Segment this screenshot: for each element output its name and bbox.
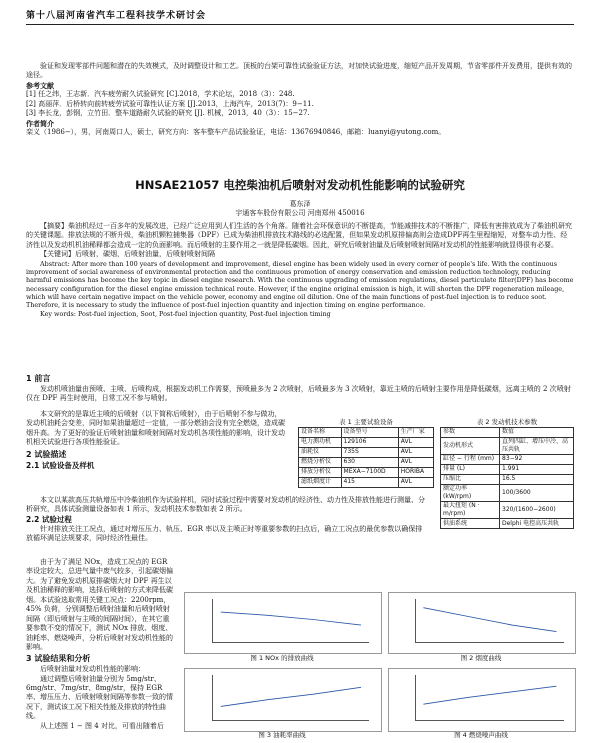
table-row	[299, 447, 434, 457]
table-cell: 燃烧分析仪	[299, 457, 342, 467]
table-cell: 发动机形式	[441, 437, 500, 454]
table-cell: 压缩比	[441, 474, 500, 484]
figure-3-line	[213, 675, 369, 720]
table-cell: 16.5	[500, 474, 574, 484]
section-2-title: 2 试验描述	[26, 449, 67, 459]
ref-3: [3] 李长龙，彭钢，立竹田．整车道路耐久试验的研究 [J]. 机械，2013，40（3）：15−27.	[26, 109, 310, 118]
section-2-2-para: 针对排放关注工况点，通过对增压压力、轨压、EGR 率以及主喷正时等重要参数的扫点后，确立工况点的最优参数以确保排放循环满足法规要求，同时经济性最佳。	[26, 525, 423, 543]
table-row	[441, 474, 574, 484]
left-narrow-column	[26, 558, 176, 731]
paper-head	[26, 178, 574, 218]
table-row	[299, 477, 434, 487]
table-row	[299, 467, 434, 477]
section-1-title: 1 前言	[26, 374, 51, 383]
section-3-title: 3 试验结果和分析	[26, 654, 91, 664]
table-row	[441, 484, 574, 501]
figure-3-plot	[212, 675, 369, 721]
table-cell: 滤纸烟度计	[299, 477, 342, 487]
table-1-header: 设备名称	[299, 427, 342, 437]
figure-3-caption: 图 3 油耗率曲线	[258, 731, 306, 739]
keywords-cn: 【关键词】后喷射，碳烟，后喷射油量，后喷射喷射间隔	[40, 250, 215, 259]
table-cell: 额定功率 (kW/rpm)	[441, 484, 500, 501]
table-2	[440, 418, 574, 529]
table-2-header: 数值	[500, 427, 574, 437]
table-1-header: 生产厂家	[398, 427, 433, 437]
section-3-para: 通过调整后喷射油量分别为 5mg/str、6mg/str、7mg/str、8mg/str，保持 EGR 率、增压压力、后喷射喷射间隔等参数一致的情况下，测试该工况下相关性能及排放的特性曲线。	[26, 674, 173, 721]
table-cell: 直列四缸、增压中冷、高压共轨	[500, 437, 574, 454]
table-row	[441, 519, 574, 529]
table-cell: Delphi 电控高压共轨	[500, 519, 574, 529]
table-2-header: 参数	[441, 427, 500, 437]
figure-3	[184, 668, 382, 732]
section-1-para-2: 本文研究的是靠近主喷的后喷射（以下简称后喷射），由于后喷射不参与做功，发动机油耗会变差，同时如果油量超过一定值，一部分燃油会没有完全燃烧，造成碳烟升高。为了更好的验证后喷射油量和喷射间隔对发动机各项性能的影响，设计发动机相关试验进行各项性能验证。	[26, 410, 285, 447]
table-1	[298, 418, 434, 488]
table-cell: AVL	[398, 457, 433, 467]
figure-4-caption: 图 4 燃烧噪声曲线	[454, 731, 508, 739]
table-cell: 缸径 − 行程 (mm)	[441, 454, 500, 464]
figure-4-plot	[415, 675, 564, 721]
section-2-2-para-2: 由于为了满足 NOx，造成工况点的 EGR 率设定较大，总进气量中废气较多，引起碳烟偏大。为了避免发动机原排碳烟大对 DPF 再生以及机油稀释的影响，选择后喷射的方式来降低碳烟。本试验选取常用关键工况点：2200rpm，45% 负荷，分别调整后喷射油量和后喷射喷射间隔（即后喷射与主喷的间隔时间），在其它重要参数不变的情况下，测试 NOx 排放、烟度、油耗率、燃烧噪声，分析后喷射对发动机性能的影响。	[26, 558, 173, 651]
table-cell: 129106	[341, 437, 398, 447]
table-cell: AVL	[398, 447, 433, 457]
table-cell: 电力测功机	[299, 437, 342, 447]
figure-2	[388, 592, 576, 654]
table-1-caption: 表 1 主要试验设备	[339, 418, 393, 426]
section-1-left	[26, 410, 286, 471]
author-intro-title: 作者简介	[26, 118, 54, 128]
section-1-para-1: 发动机喷油量由预喷、主喷、后喷构成，根据发动机工作需要，预喷最多为 2 次喷射，后喷最多为 3 次喷射，靠近主喷的后喷射主要作用是降低碳烟，远离主喷的 2 次喷射仅在 DPF 再生时使用，日常工况不参与喷射。	[26, 384, 571, 403]
figure-1-line	[213, 599, 369, 642]
table-cell: 供油系统	[441, 519, 500, 529]
paper-title: HNSAE21057 电控柴油机后喷射对发动机性能影响的试验研究	[135, 178, 465, 192]
table-2-grid	[440, 427, 574, 530]
abstract-cn: 【摘要】柴油机经过一百多年的发展改进，已经广泛应用到人们生活的各个角落。随着社会环保意识的不断提高，节能减排技术的不断推广，降低有害排放成为了柴油机研究的关键课题。排放法规的不断升级，柴油机颗粒捕集器（DPF）已成为柴油机排放技术路线的必选配置，但如果发动机原排偏高则会造成DPF再生里程缩短，对整车动力性、经济性以及发动机机油稀释都会造成一定的负面影响。而后喷射的主要作用之一就是降低碳烟。因此，研究后喷射油量及后喷射喷射间隔对发动机的性能影响就显得很有必要。	[26, 222, 572, 249]
figure-4-line	[416, 675, 564, 720]
figure-4	[388, 668, 576, 732]
paper-affiliation: 宇通客车股份有限公司 河南郑州 450016	[235, 208, 365, 217]
keywords-en: Key words: Post-fuel injection, Soot, Post-fuel injection quantity, Post-fuel injection timing	[40, 309, 331, 318]
table-row	[441, 502, 574, 519]
table-cell: 最大扭矩 (N · m/rpm)	[441, 502, 500, 519]
figure-1-caption: 图 1 NOx 的排放曲线	[250, 654, 314, 662]
figure-1	[184, 592, 382, 654]
section-3-subtitle: 后喷射油量对发动机性能的影响：	[40, 665, 145, 674]
table-cell: MEXA−7100D	[341, 467, 398, 477]
table-cell: 油耗仪	[299, 447, 342, 457]
figure-2-line	[416, 599, 564, 642]
abstract-en: Abstract: After more than 100 years of development and improvement, diesel engine has been widely used in every corner of people's life. With the continuous improvement of social awareness of environmental protection and the continuous promotion of energy conservation and emission reduction technology, reducing harmful emissions has become the key topic in diesel engine research. With the continuous upgrading of emission regulations, diesel particulate filter(DPF) has become necessary configuration for the diesel engine emission technical route. However, if the engine original emission is high, it will shorten the DPF regeneration mileage, which will have certain negative impact on the vehicle power, economy and engine oil dilution. One of the main functions of post-fuel injection is to reduce soot. Therefore, it is necessary to study the influence of post-fuel injection quantity and injection timing on engine performance.	[26, 259, 574, 310]
table-row	[441, 454, 574, 464]
table-row	[299, 437, 434, 447]
figure-1-plot	[212, 599, 369, 643]
table-cell: HORIBA	[398, 467, 433, 477]
section-2-2-title: 2.2 试验过程	[26, 514, 72, 524]
section-1	[26, 374, 574, 404]
refs-title: 参考文献	[26, 80, 54, 90]
table-cell: 83−92	[500, 454, 574, 464]
table-cell: AVL	[398, 477, 433, 487]
table-row	[441, 464, 574, 474]
table-cell: 630	[341, 457, 398, 467]
table-cell: 100/3600	[500, 484, 574, 501]
table-row	[441, 437, 574, 454]
section-2-1-title: 2.1 试验设备及样机	[26, 460, 95, 470]
abstract-block	[26, 222, 574, 318]
ref-1: [1] 任之纬，王志新．汽车疲劳耐久试验研究 [C].2018，学术论坛，2018（3）：248.	[26, 90, 295, 99]
section-2-body	[26, 496, 428, 544]
table-cell: 排量 (L)	[441, 464, 500, 474]
author-bio: 栾义（1986−），男，河南周口人，硕士，研究方向：客车整车产品试验验证，电话：13676940846，邮箱：luanyi@yutong.com。	[26, 128, 446, 137]
section-2-1-para: 本文以某款高压共轨增压中冷柴油机作为试验样机，同时试验过程中需要对发动机的经济性、动力性及排放性能进行测量、分析研究，具体试验测量设备如表 1 所示，发动机技术参数如表 2 所示。	[26, 496, 425, 514]
table-cell: 320/(1600−2600)	[500, 502, 574, 519]
table-cell: 排放分析仪	[299, 467, 342, 477]
figure-2-plot	[415, 599, 564, 643]
prev-paragraph: 验证和发现零部件问题和潜在的失效模式，及时调整设计和工艺。顶板的台架可靠性试验验证方法，对加快试验进度，缩短产品开发周期，节省零部件开发费用，提供有效的途径。	[26, 62, 572, 80]
table-cell: 415	[341, 477, 398, 487]
table-1-header: 设备型号	[341, 427, 398, 437]
section-3-tail: 从上述图 1 − 图 4 对比，可看出随着后	[40, 721, 164, 730]
table-cell: 1.991	[500, 464, 574, 474]
table-cell: 735S	[341, 447, 398, 457]
previous-paper-tail	[26, 62, 574, 138]
paper-author: 葛东泽	[289, 199, 311, 208]
ref-2: [2] 高丽萍．后桥转向前转疲劳试验可靠性认证方案 [J].2013，上海汽车，2013(7)：9−11.	[26, 99, 314, 108]
table-row	[299, 457, 434, 467]
table-1-grid	[298, 427, 434, 488]
table-2-caption: 表 2 发动机技术参数	[476, 418, 538, 426]
figure-2-caption: 图 2 烟度曲线	[460, 654, 502, 662]
table-cell: AVL	[398, 437, 433, 447]
page-header: 第十八届河南省汽车工程科技学术研讨会	[26, 10, 574, 25]
